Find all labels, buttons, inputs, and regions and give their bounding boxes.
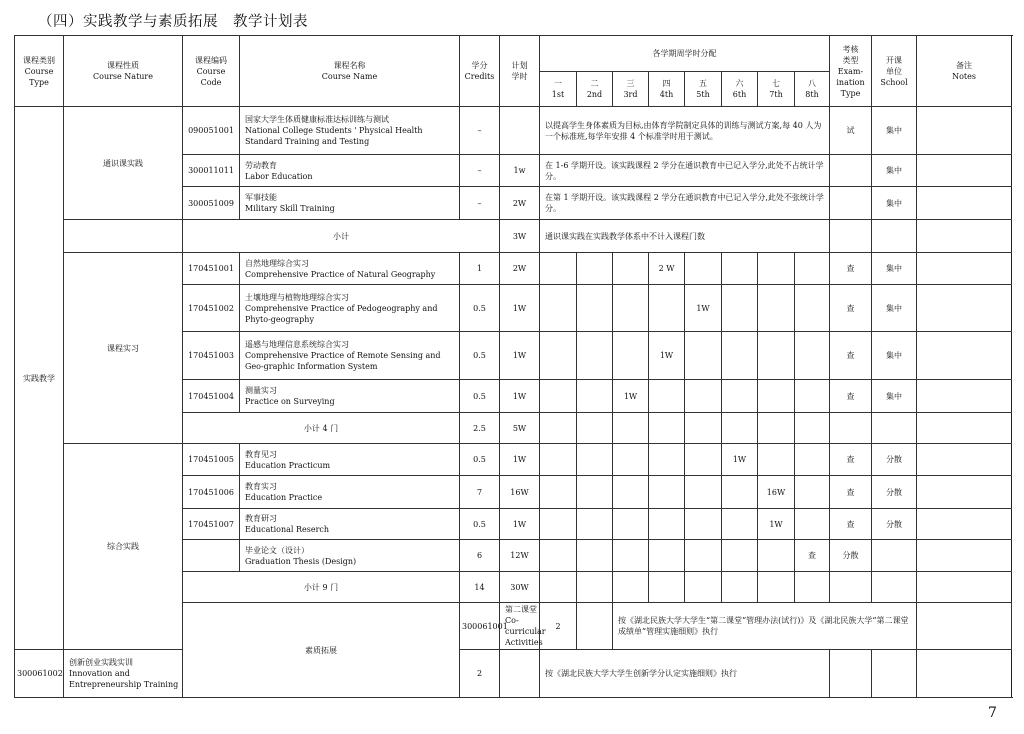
exam-type: 查 [830,380,872,413]
exam-type [917,603,1012,650]
school: 集中 [872,155,917,187]
empty-cell [795,572,830,603]
school: 分散 [872,509,917,540]
hours: 2W [500,187,540,220]
empty-cell [685,413,722,444]
semester-header: 三 3rd [613,72,649,107]
exam-type: 试 [830,107,872,155]
empty-cell [830,220,872,253]
semester-header: 七 7th [758,72,795,107]
header-course-name: 课程名称 Course Name [240,36,460,107]
notes [917,650,1012,698]
notes [917,509,1012,540]
notes [917,444,1012,476]
header-school: 开课 单位 School [872,36,917,107]
exam-type [830,650,872,698]
semester-cell [795,380,830,413]
course-code: 170451006 [183,476,240,509]
empty-cell [872,220,917,253]
exam-type: 查 [830,476,872,509]
empty-cell [540,413,577,444]
credits: 6 [460,540,500,572]
header-notes: 备注 Notes [917,36,1012,107]
semester-note: 以提高学生身体素质为目标,由体育学院制定具体的训练与测试方案,每 40 人为一个标准班,每学年安排 4 个标准学时用于测试。 [540,107,830,155]
semester-cell [540,509,577,540]
header-credits: 学分 Credits [460,36,500,107]
semester-cell [649,380,685,413]
semester-cell [577,444,613,476]
subtotal-label: 小计 4 门 [183,413,460,444]
semester-cell: 2 W [649,253,685,285]
hours: 12W [500,540,540,572]
empty-cell [872,572,917,603]
course-code: 300011011 [183,155,240,187]
semester-cell [685,380,722,413]
course-code: 300051009 [183,187,240,220]
course-code: 090051001 [183,107,240,155]
empty-cell [685,572,722,603]
course-code [183,540,240,572]
semester-cell [758,540,795,572]
hours: 1W [500,509,540,540]
subtotal-credits: 2.5 [460,413,500,444]
semester-cell: 1W [649,332,685,380]
semester-header: 六 6th [722,72,758,107]
semester-cell [758,332,795,380]
credits: – [460,155,500,187]
course-name: 测量实习 Practice on Surveying [240,380,460,413]
notes [917,332,1012,380]
empty-cell [722,413,758,444]
semester-header: 一 1st [540,72,577,107]
course-name: 国家大学生体质健康标准达标训练与测试 National College Students ' Physical Health Standard Training and Testing [240,107,460,155]
semester-cell [649,285,685,332]
exam-type [830,187,872,220]
subtotal-label: 小计 9 门 [183,572,460,603]
semester-cell [722,509,758,540]
credits: 0.5 [460,380,500,413]
credits: 2 [460,650,500,698]
semester-cell [685,476,722,509]
semester-cell [540,476,577,509]
semester-cell [540,380,577,413]
hours: 1w [500,155,540,187]
empty-cell [577,413,613,444]
semester-cell: 1W [685,285,722,332]
semester-cell [540,540,577,572]
semester-cell [722,332,758,380]
semester-cell [722,540,758,572]
semester-cell [577,509,613,540]
semester-cell [795,253,830,285]
course-name: 第二课堂 Co-curricular Activities [500,603,540,650]
semester-header: 二 2nd [577,72,613,107]
empty-cell [872,413,917,444]
semester-cell [577,380,613,413]
course-code: 300061002 [15,650,64,698]
semester-cell [795,332,830,380]
table-row [15,107,1012,155]
credits: 0.5 [460,444,500,476]
course-name: 毕业论文（设计） Graduation Thesis (Design) [240,540,460,572]
credits: 0.5 [460,285,500,332]
school [872,650,917,698]
hours: 1W [500,332,540,380]
notes [917,476,1012,509]
empty-cell [540,572,577,603]
hours: 2W [500,253,540,285]
header-course-type: 课程类别 Course Type [15,36,64,107]
semester-note: 在第 1 学期开设。该实践课程 2 学分在通识教育中已记入学分,此处不张统计学分。 [540,187,830,220]
semester-cell: 查 [795,540,830,572]
nature-gened-cell: 通识课实践 [64,107,183,220]
school: 集中 [872,332,917,380]
empty-cell [917,220,1012,253]
course-name: 军事技能 Military Skill Training [240,187,460,220]
school: 集中 [872,187,917,220]
semester-cell [540,285,577,332]
course-name: 土壤地理与植物地理综合实习 Comprehensive Practice of Pedogeography and Phyto-geography [240,285,460,332]
semester-cell: 16W [758,476,795,509]
notes [917,187,1012,220]
semester-cell [613,444,649,476]
semester-cell: 1W [722,444,758,476]
school: 集中 [872,107,917,155]
semester-cell [540,332,577,380]
semester-cell [685,509,722,540]
exam-type: 查 [830,509,872,540]
semester-cell [577,332,613,380]
semester-cell [795,444,830,476]
semester-cell [722,285,758,332]
school: 分散 [872,444,917,476]
empty-cell [649,572,685,603]
course-name: 自然地理综合实习 Comprehensive Practice of Natural Geography [240,253,460,285]
semester-cell: 1W [758,509,795,540]
empty-cell [613,413,649,444]
semester-cell [795,285,830,332]
hours: 1W [500,285,540,332]
empty-cell [649,413,685,444]
exam-type [830,155,872,187]
credits: 7 [460,476,500,509]
semester-cell [613,332,649,380]
credits: 1 [460,253,500,285]
empty-cell [830,572,872,603]
semester-cell [722,253,758,285]
subtotal-row [15,220,1012,253]
notes [917,155,1012,187]
empty-cell [613,572,649,603]
page-title: （四）实践教学与素质拓展 教学计划表 [38,14,308,30]
semester-cell [540,444,577,476]
semester-cell [649,444,685,476]
subtotal-hours: 3W [500,220,540,253]
credits: 2 [540,603,577,650]
header-semester-group: 各学期周学时分配 [540,36,830,72]
school: 集中 [872,380,917,413]
school [872,540,917,572]
semester-cell [685,253,722,285]
semester-cell [540,253,577,285]
school: 集中 [872,253,917,285]
page-number: 7 [988,705,997,721]
semester-note: 按《湖北民族大学大学生创新学分认定实施细则》执行 [540,650,830,698]
header-exam-type: 考核 类型 Exam- ination Type [830,36,872,107]
notes [917,107,1012,155]
course-code: 300061001 [460,603,500,650]
semester-cell [613,540,649,572]
header-course-code: 课程编码 Course Code [183,36,240,107]
notes [917,285,1012,332]
hours [500,107,540,155]
credits: – [460,107,500,155]
subtotal-hours: 5W [500,413,540,444]
semester-cell [685,540,722,572]
semester-cell: 1W [613,380,649,413]
header-row [15,36,1012,72]
table-row [15,444,1012,476]
semester-cell [613,476,649,509]
semester-cell [722,476,758,509]
exam-type: 查 [830,253,872,285]
empty-cell [64,220,183,253]
course-code: 170451003 [183,332,240,380]
notes [917,253,1012,285]
hours: 16W [500,476,540,509]
course-code: 170451005 [183,444,240,476]
semester-cell [577,253,613,285]
semester-cell [795,476,830,509]
credits: 0.5 [460,332,500,380]
course-code: 170451001 [183,253,240,285]
semester-cell [722,380,758,413]
semester-cell [649,476,685,509]
subtotal-label: 小计 [183,220,500,253]
notes [917,540,1012,572]
school: 分散 [872,476,917,509]
nature-internship-cell: 课程实习 [64,253,183,444]
semester-header: 八 8th [795,72,830,107]
course-name: 遥感与地理信息系统综合实习 Comprehensive Practice of Remote Sensing and Geo-graphic Information System [240,332,460,380]
semester-cell [577,540,613,572]
semester-cell [649,509,685,540]
semester-note: 在 1-6 学期开设。该实践课程 2 学分在通识教育中已记入学分,此处不占统计学分。 [540,155,830,187]
course-name: 劳动教育 Labor Education [240,155,460,187]
empty-cell [917,572,1012,603]
subtotal-note: 通识课实践在实践教学体系中不计入课程门数 [540,220,830,253]
empty-cell [830,413,872,444]
semester-cell [685,332,722,380]
exam-type: 查 [830,332,872,380]
semester-cell [613,509,649,540]
credits: – [460,187,500,220]
semester-cell [613,285,649,332]
hours [500,650,540,698]
credits: 0.5 [460,509,500,540]
course-name: 教育研习 Educational Reserch [240,509,460,540]
semester-cell [758,253,795,285]
hours: 1W [500,444,540,476]
course-name: 创新创业实践实训 Innovation and Entrepreneurship Training [64,650,183,698]
course-code: 170451007 [183,509,240,540]
hours [577,603,613,650]
exam-type: 查 [830,285,872,332]
semester-cell [758,380,795,413]
header-hours: 计划 学时 [500,36,540,107]
exam-type: 分散 [830,540,872,572]
semester-note: 按《湖北民族大学大学生“第二课堂”管理办法(试行)》及《湖北民族大学“第二课堂成绩单”管理实施细则》执行 [613,603,917,650]
empty-cell [917,413,1012,444]
course-code: 170451002 [183,285,240,332]
semester-cell [685,444,722,476]
subtotal-credits: 14 [460,572,500,603]
semester-cell [758,285,795,332]
practice-type-cell: 实践教学 [15,107,64,650]
quality-type-cell: 素质拓展 [183,603,460,698]
semester-header: 五 5th [685,72,722,107]
course-code: 170451004 [183,380,240,413]
empty-cell [758,413,795,444]
exam-type: 查 [830,444,872,476]
teaching-plan-table [14,35,1012,698]
semester-cell [613,253,649,285]
semester-cell [577,476,613,509]
empty-cell [722,572,758,603]
semester-header: 四 4th [649,72,685,107]
hours: 1W [500,380,540,413]
course-name: 教育实习 Education Practice [240,476,460,509]
table-row [15,253,1012,285]
semester-cell [649,540,685,572]
table-row [15,650,1012,698]
semester-cell [577,285,613,332]
header-course-nature: 课程性质 Course Nature [64,36,183,107]
empty-cell [795,413,830,444]
semester-cell [758,444,795,476]
empty-cell [577,572,613,603]
empty-cell [758,572,795,603]
school: 集中 [872,285,917,332]
nature-comprehensive-cell: 综合实践 [64,444,183,650]
notes [917,380,1012,413]
course-name: 教育见习 Education Practicum [240,444,460,476]
subtotal-hours: 30W [500,572,540,603]
semester-cell [795,509,830,540]
